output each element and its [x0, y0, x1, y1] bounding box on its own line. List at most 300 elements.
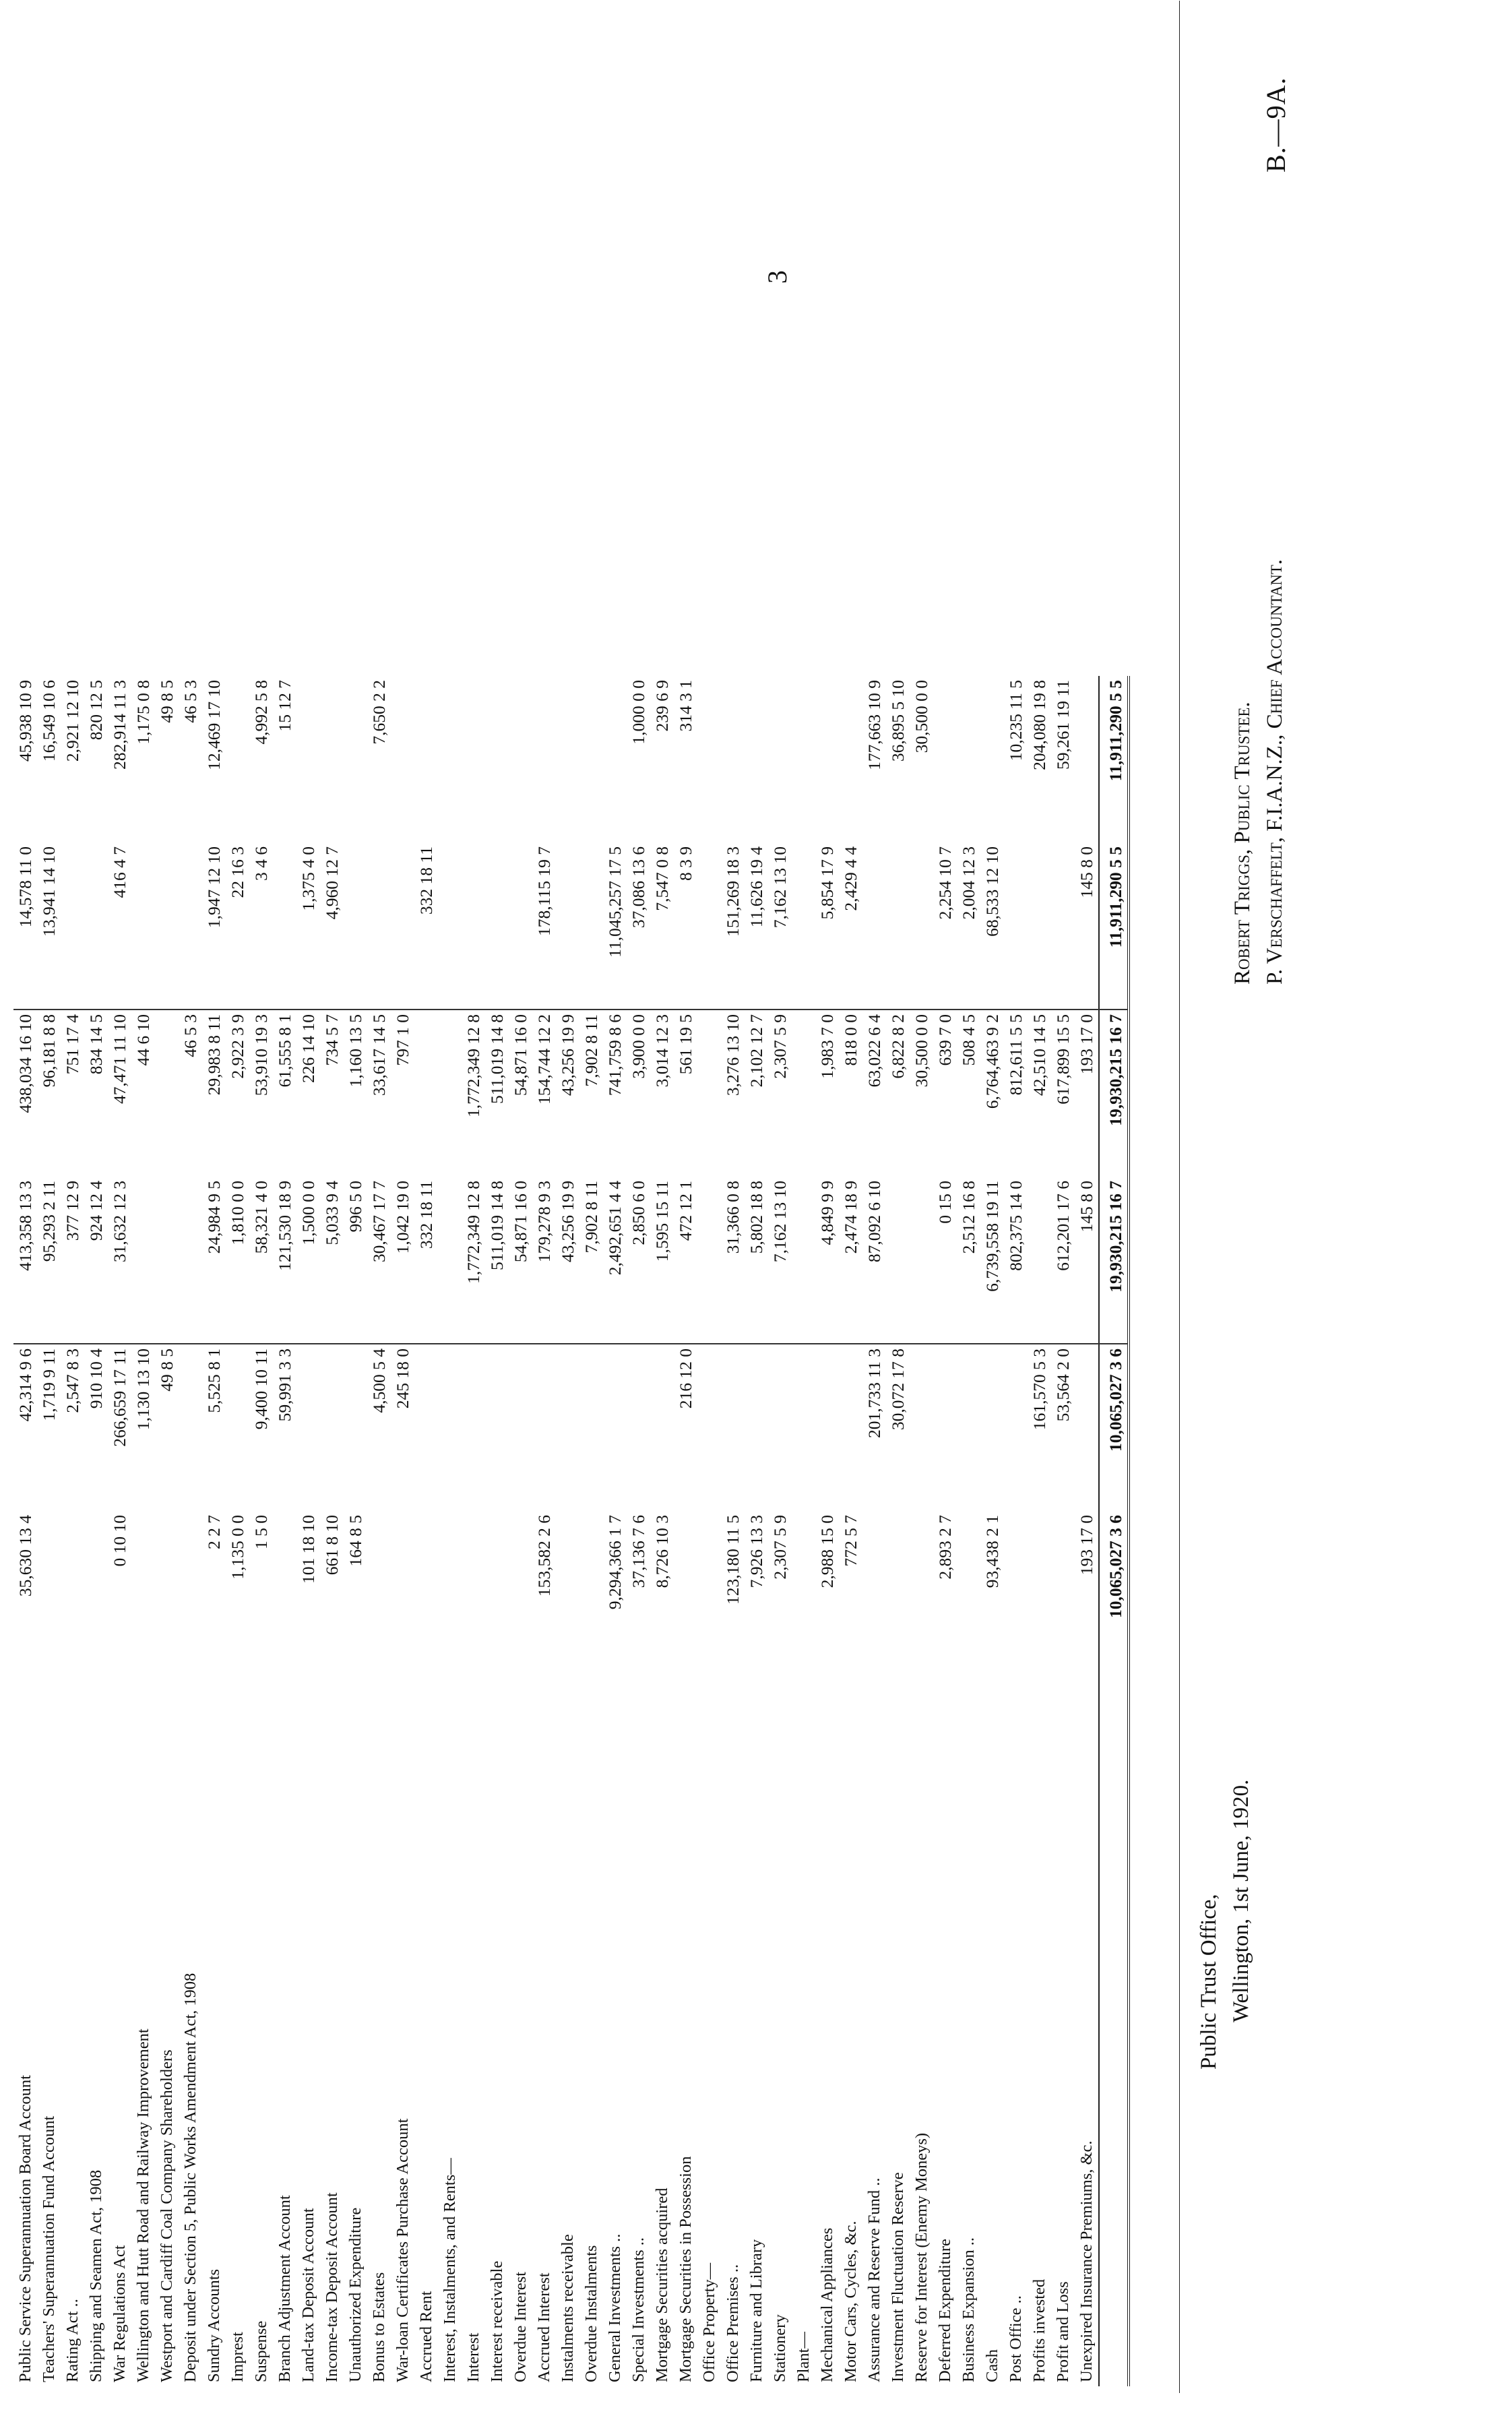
- amount-c2: [697, 1344, 721, 1511]
- amount-c5: [862, 842, 886, 1010]
- amount-c2: 53,564 2 0: [1053, 1348, 1073, 1422]
- ledger-row: [179, 676, 202, 2386]
- amount-c5: [886, 842, 910, 1010]
- amount-c5: [1051, 842, 1075, 1010]
- amount-c3: 54,871 16 0: [509, 1177, 532, 1344]
- amount-c5: [273, 842, 296, 1010]
- amount-c1: 93,438 2 1: [982, 1515, 1002, 1588]
- amount-c3: 30,467 17 7: [367, 1177, 391, 1344]
- amount-c6: 820 12 5: [86, 680, 106, 741]
- amount-c4: 47,471 11 10: [110, 1014, 129, 1104]
- amount-c5: 1,947 12 10: [202, 842, 226, 1010]
- amount-c1: [61, 1511, 84, 1677]
- amount-c1: 7,926 13 3: [747, 1515, 766, 1588]
- ledger-row: [202, 676, 226, 2386]
- ledger-row: [1004, 676, 1028, 2386]
- amount-c1: [509, 1511, 532, 1677]
- amount-c3: 43,256 19 9: [556, 1177, 579, 1344]
- amount-c6: [1075, 676, 1099, 842]
- amount-c4: 834 14 5: [86, 1014, 106, 1075]
- amount-c4: 1,772,349 12 8: [464, 1014, 483, 1117]
- amount-c1: [438, 1511, 462, 1677]
- amount-c3: 472 12 1: [674, 1177, 697, 1344]
- amount-c6: 36,895 5 10: [888, 680, 908, 762]
- amount-c4: 61,555 8 1: [275, 1014, 294, 1088]
- amount-c5: 178,115 19 7: [532, 842, 556, 1010]
- amount-c4: 751 17 4: [63, 1014, 82, 1075]
- ledger-row: [438, 676, 462, 2386]
- amount-c6: 45,938 10 9: [15, 680, 35, 762]
- amount-c6: [414, 676, 438, 842]
- amount-c3: 0 15 0: [933, 1177, 957, 1344]
- ledger-row: [815, 676, 839, 2386]
- amount-c4: 812,611 5 5: [1006, 1014, 1026, 1096]
- amount-c6: 12,469 17 10: [204, 680, 224, 770]
- ledger-row: [273, 676, 296, 2386]
- amount-c3: 1,810 0 0: [226, 1177, 249, 1344]
- amount-c3: [697, 1177, 721, 1344]
- amount-c5: [792, 842, 815, 1010]
- amount-c6: 1,000 0 0: [629, 680, 648, 745]
- amount-c6: [462, 676, 485, 842]
- amount-c4: 561 19 5: [676, 1014, 695, 1075]
- amount-c2: 1,130 13 10: [133, 1348, 153, 1431]
- amount-c5: [344, 842, 367, 1010]
- divider-line: [1179, 1, 1180, 2393]
- account-label: Overdue Instalments: [582, 2245, 600, 2382]
- amount-c4: 3,900 0 0: [629, 1014, 648, 1079]
- account-label: Cash: [983, 2349, 1001, 2382]
- amount-c3: 1,500 0 0: [296, 1177, 320, 1344]
- ledger-row: [226, 676, 249, 2386]
- amount-c2: 216 12 0: [676, 1348, 695, 1409]
- ledger-row: [768, 676, 792, 2386]
- amount-c2: [532, 1344, 556, 1511]
- amount-c6: [792, 676, 815, 842]
- totals-label: [1099, 1677, 1129, 2386]
- ledger-row: [933, 676, 957, 2386]
- office-line-1: Public Trust Office,: [1197, 1894, 1221, 2070]
- totals-row: [1099, 676, 1129, 2386]
- amount-c2: [933, 1344, 957, 1511]
- amount-c6: 1,175 0 8: [133, 680, 153, 745]
- amount-c4: 44 6 10: [133, 1014, 153, 1066]
- document-reference: B.—9A.: [1261, 77, 1291, 173]
- ledger-row: [155, 676, 179, 2386]
- amount-c5: 7,547 0 8: [650, 842, 674, 1010]
- amount-c4: 818 0 0: [841, 1014, 860, 1066]
- amount-c6: [745, 676, 768, 842]
- amount-c2: [721, 1344, 745, 1511]
- amount-c4: 2,922 3 9: [228, 1014, 247, 1079]
- ledger-row: [556, 676, 579, 2386]
- account-label: Profits invested: [1030, 2278, 1048, 2382]
- amount-c4: 46 5 3: [181, 1014, 200, 1057]
- amount-c6: 4,992 5 8: [251, 680, 271, 745]
- account-label: General Investments ..: [606, 2233, 624, 2382]
- ledger-row: [367, 676, 391, 2386]
- account-label: Westport and Cardiff Coal Company Shareholders: [158, 2049, 176, 2382]
- account-label: War-loan Certificates Purchase Account: [393, 2118, 412, 2382]
- amount-c2: 910 10 4: [86, 1348, 106, 1409]
- amount-c5: [697, 842, 721, 1010]
- amount-c5: 11,626 19 4: [745, 842, 768, 1010]
- amount-c2: [226, 1344, 249, 1511]
- amount-c6: [320, 676, 344, 842]
- amount-c6: [344, 676, 367, 842]
- amount-c3: 4,849 9 9: [815, 1177, 839, 1344]
- amount-c5: 22 16 3: [226, 842, 249, 1010]
- total-c4: 19,930,215 16 7: [1099, 1010, 1129, 1177]
- ledger-row: [745, 676, 768, 2386]
- office-address: [1193, 1780, 1257, 2070]
- amount-c6: 7,650 2 2: [369, 680, 389, 745]
- amount-c4: [792, 1010, 815, 1177]
- ledger-table: [13, 676, 1130, 2386]
- amount-c3: 31,632 12 3: [108, 1177, 131, 1344]
- account-label: Reserve for Interest (Enemy Moneys): [912, 2132, 931, 2382]
- amount-c1: [886, 1511, 910, 1677]
- amount-c3: 924 12 4: [84, 1177, 108, 1344]
- amount-c2: [650, 1344, 674, 1511]
- amount-c4: 2,307 5 9: [770, 1014, 790, 1079]
- amount-c1: 164 8 5: [346, 1515, 365, 1567]
- amount-c2: [957, 1344, 980, 1511]
- amount-c3: 31,366 0 8: [721, 1177, 745, 1344]
- amount-c2: 245 18 0: [393, 1348, 412, 1409]
- ledger-row: [131, 676, 155, 2386]
- amount-c1: [556, 1511, 579, 1677]
- account-label: Special Investments ..: [629, 2237, 648, 2382]
- amount-c5: 4,960 12 7: [320, 842, 344, 1010]
- amount-c3: 996 5 0: [344, 1177, 367, 1344]
- amount-c6: [438, 676, 462, 842]
- amount-c5: [1028, 842, 1051, 1010]
- amount-c4: 42,510 14 5: [1030, 1014, 1049, 1096]
- amount-c1: [155, 1511, 179, 1677]
- account-label: Deferred Expenditure: [936, 2239, 954, 2382]
- ledger-row: [320, 676, 344, 2386]
- amount-c1: 0 10 10: [110, 1515, 129, 1567]
- amount-c1: [1028, 1511, 1051, 1677]
- amount-c3: 5,802 18 8: [745, 1177, 768, 1344]
- amount-c4: 63,022 6 4: [864, 1014, 884, 1088]
- amount-c4: 1,983 7 0: [817, 1014, 837, 1079]
- amount-c3: 2,474 18 9: [839, 1177, 862, 1344]
- amount-c6: [721, 676, 745, 842]
- amount-c2: [1004, 1344, 1028, 1511]
- amount-c2: 49 8 5: [157, 1348, 177, 1392]
- amount-c3: 7,162 13 10: [768, 1177, 792, 1344]
- amount-c6: [603, 676, 627, 842]
- amount-c1: 772 5 7: [841, 1515, 860, 1567]
- amount-c6: [815, 676, 839, 842]
- signatory-public-trustee: Robert Triggs, Public Trustee.: [1230, 702, 1255, 985]
- ledger-body: [13, 676, 1129, 2386]
- amount-c1: [1004, 1511, 1028, 1677]
- ledger-row: [721, 676, 745, 2386]
- amount-c6: [532, 676, 556, 842]
- amount-c4: 508 4 5: [959, 1014, 978, 1066]
- amount-c3: 802,375 14 0: [1004, 1177, 1028, 1344]
- account-label: Unexpired Insurance Premiums, &c.: [1077, 2140, 1096, 2382]
- ledger-row: [674, 676, 697, 2386]
- amount-c5: [462, 842, 485, 1010]
- amount-c6: 204,080 19 8: [1030, 680, 1049, 770]
- account-label: Sundry Accounts: [205, 2268, 223, 2382]
- account-label: Interest receivable: [488, 2260, 506, 2382]
- amount-c3: 7,902 8 11: [579, 1177, 603, 1344]
- amount-c3: [179, 1177, 202, 1344]
- amount-c5: [367, 842, 391, 1010]
- amount-c3: [1028, 1177, 1051, 1344]
- amount-c3: 179,278 9 3: [532, 1177, 556, 1344]
- account-label: Mortgage Securities acquired: [653, 2188, 671, 2382]
- ledger-row: [414, 676, 438, 2386]
- amount-c2: [320, 1344, 344, 1511]
- account-label: Rating Act ..: [63, 2299, 82, 2382]
- amount-c1: 35,630 13 4: [15, 1515, 35, 1597]
- amount-c5: 2,004 12 3: [957, 842, 980, 1010]
- account-label: Mortgage Securities in Possession: [676, 2156, 695, 2382]
- ledger-row: [391, 676, 414, 2386]
- amount-c3: 1,595 15 11: [650, 1177, 674, 1344]
- total-c1: 10,065,027 3 6: [1099, 1511, 1129, 1677]
- amount-c2: 4,500 5 4: [369, 1348, 389, 1413]
- amount-c1: 1 5 0: [251, 1515, 271, 1549]
- amount-c4: 797 1 0: [393, 1014, 412, 1066]
- ledger-row: [886, 676, 910, 2386]
- amount-c5: [509, 842, 532, 1010]
- amount-c3: 511,019 14 8: [485, 1177, 509, 1344]
- amount-c4: 1,160 13 5: [346, 1014, 365, 1088]
- amount-c5: [579, 842, 603, 1010]
- amount-c6: [296, 676, 320, 842]
- amount-c1: [131, 1511, 155, 1677]
- amount-c1: [579, 1511, 603, 1677]
- amount-c4: 53,910 19 3: [251, 1014, 271, 1096]
- amount-c5: [61, 842, 84, 1010]
- amount-c2: [768, 1344, 792, 1511]
- account-label: Motor Cars, Cycles, &c.: [842, 2221, 860, 2382]
- amount-c5: 151,269 18 3: [721, 842, 745, 1010]
- amount-c1: 123,180 11 5: [723, 1515, 743, 1605]
- amount-c1: 661 8 10: [322, 1515, 342, 1576]
- ledger-row: [980, 676, 1004, 2386]
- amount-c3: 145 8 0: [1075, 1177, 1099, 1344]
- amount-c5: [556, 842, 579, 1010]
- amount-c1: [414, 1511, 438, 1677]
- account-label: Stationery: [771, 2314, 789, 2382]
- amount-c5: 11,045,257 17 5: [603, 842, 627, 1010]
- amount-c4: 30,500 0 0: [912, 1014, 931, 1088]
- amount-c6: [509, 676, 532, 842]
- account-label: War Regulations Act: [111, 2245, 129, 2382]
- amount-c6: [391, 676, 414, 842]
- ledger-row: [344, 676, 367, 2386]
- amount-c2: 59,991 3 3: [275, 1348, 294, 1422]
- account-label: Unauthorized Expenditure: [346, 2207, 365, 2382]
- ledger-row: [61, 676, 84, 2386]
- amount-c6: 16,549 10 6: [39, 680, 59, 762]
- amount-c2: [485, 1344, 509, 1511]
- amount-c6: [485, 676, 509, 842]
- amount-c1: 9,294,366 1 7: [605, 1515, 625, 1610]
- amount-c2: [509, 1344, 532, 1511]
- amount-c4: 193 17 0: [1077, 1014, 1096, 1075]
- amount-c4: 511,019 14 8: [487, 1014, 507, 1104]
- amount-c4: 154,744 12 2: [534, 1014, 554, 1105]
- account-label: Accrued Interest: [535, 2272, 553, 2382]
- account-label: Wellington and Hutt Road and Railway Improvement: [134, 2028, 152, 2382]
- amount-c3: 377 12 9: [61, 1177, 84, 1344]
- amount-c5: [155, 842, 179, 1010]
- amount-c6: [933, 676, 957, 842]
- amount-c2: [579, 1344, 603, 1511]
- amount-c1: [674, 1511, 697, 1677]
- amount-c2: [839, 1344, 862, 1511]
- ledger-row: [462, 676, 485, 2386]
- account-label: Land-tax Deposit Account: [299, 2208, 317, 2382]
- account-label: Teachers' Superannuation Fund Account: [40, 2115, 58, 2382]
- amount-c5: 13,941 14 10: [37, 842, 61, 1010]
- amount-c3: [886, 1177, 910, 1344]
- amount-c5: [485, 842, 509, 1010]
- amount-c5: [131, 842, 155, 1010]
- ledger-row: [579, 676, 603, 2386]
- amount-c1: [485, 1511, 509, 1677]
- ledger-row: [862, 676, 886, 2386]
- amount-c2: 42,314 9 6: [15, 1348, 35, 1422]
- amount-c6: 49 8 5: [157, 680, 177, 723]
- amount-c2: 266,659 17 11: [110, 1348, 129, 1447]
- amount-c1: [273, 1511, 296, 1677]
- office-line-2: Wellington, 1st June, 1920.: [1229, 1779, 1253, 2022]
- amount-c5: 14,578 11 0: [13, 842, 37, 1010]
- amount-c3: [155, 1177, 179, 1344]
- amount-c3: 6,739,558 19 11: [980, 1177, 1004, 1344]
- account-label: Interest: [464, 2332, 482, 2382]
- account-label: Branch Adjustment Account: [276, 2195, 294, 2382]
- amount-c6: [839, 676, 862, 842]
- amount-c4: 33,617 14 5: [369, 1014, 389, 1096]
- amount-c5: 7,162 13 10: [768, 842, 792, 1010]
- amount-c4: 3,276 13 10: [723, 1014, 743, 1096]
- amount-c3: 612,201 17 6: [1051, 1177, 1075, 1344]
- amount-c5: 8 3 9: [674, 842, 697, 1010]
- amount-c5: [910, 842, 933, 1010]
- amount-c3: 121,530 18 9: [273, 1177, 296, 1344]
- amount-c6: 59,261 19 11: [1053, 680, 1073, 770]
- amount-c1: [1051, 1511, 1075, 1677]
- amount-c1: [391, 1511, 414, 1677]
- amount-c1: [84, 1511, 108, 1677]
- amount-c4: 639 7 0: [935, 1014, 955, 1066]
- total-c5: 11,911,290 5 5: [1099, 842, 1129, 1010]
- amount-c6: [957, 676, 980, 842]
- amount-c1: 2 2 7: [204, 1515, 224, 1549]
- amount-c6: [579, 676, 603, 842]
- account-label: Furniture and Library: [747, 2239, 765, 2382]
- amount-c1: [179, 1511, 202, 1677]
- amount-c1: [957, 1511, 980, 1677]
- amount-c2: [980, 1344, 1004, 1511]
- amount-c6: [768, 676, 792, 842]
- amount-c4: 741,759 8 6: [605, 1014, 625, 1096]
- amount-c1: 2,307 5 9: [770, 1515, 790, 1580]
- amount-c6: 15 12 7: [275, 680, 294, 732]
- ledger-row: [1051, 676, 1075, 2386]
- account-label: Deposit under Section 5, Public Works Amendment Act, 1908: [181, 1973, 199, 2382]
- amount-c4: 96,181 8 8: [39, 1014, 59, 1088]
- amount-c2: [438, 1344, 462, 1511]
- amount-c3: 58,321 4 0: [249, 1177, 273, 1344]
- page-number: 3: [762, 270, 792, 284]
- amount-c6: 2,921 12 10: [63, 680, 82, 762]
- amount-c2: [296, 1344, 320, 1511]
- amount-c4: 6,822 8 2: [888, 1014, 908, 1079]
- amount-c4: 617,899 15 5: [1053, 1014, 1073, 1105]
- ledger-row: [603, 676, 627, 2386]
- amount-c1: 2,893 2 7: [935, 1515, 955, 1580]
- account-label: Mechanical Appliances: [818, 2227, 836, 2382]
- ledger-row: [839, 676, 862, 2386]
- ledger-row: [249, 676, 273, 2386]
- amount-c5: [391, 842, 414, 1010]
- amount-c2: 5,525 8 1: [204, 1348, 224, 1413]
- amount-c3: [910, 1177, 933, 1344]
- amount-c4: [155, 1010, 179, 1177]
- amount-c4: 7,902 8 11: [581, 1014, 601, 1087]
- amount-c3: 2,492,651 4 4: [603, 1177, 627, 1344]
- amount-c5: 3 4 6: [249, 842, 273, 1010]
- amount-c6: [697, 676, 721, 842]
- amount-c5: [438, 842, 462, 1010]
- account-label: Business Expansion ..: [959, 2237, 978, 2382]
- amount-c2: [179, 1344, 202, 1511]
- account-label: Public Service Superannuation Board Account: [16, 2075, 34, 2382]
- amount-c6: 177,663 10 9: [864, 680, 884, 770]
- amount-c4: 54,871 16 0: [511, 1014, 530, 1096]
- amount-c3: 332 18 11: [414, 1177, 438, 1344]
- ledger-row: [1028, 676, 1051, 2386]
- total-c2: 10,065,027 3 6: [1099, 1344, 1129, 1511]
- signatures: [1226, 559, 1291, 985]
- amount-c1: [37, 1511, 61, 1677]
- amount-c5: 1,375 4 0: [296, 842, 320, 1010]
- amount-c4: 43,256 19 9: [558, 1014, 577, 1096]
- account-label: Bonus to Estates: [370, 2272, 388, 2382]
- amount-c2: [462, 1344, 485, 1511]
- amount-c3: [438, 1177, 462, 1344]
- amount-c3: 2,850 6 0: [627, 1177, 650, 1344]
- amount-c2: [627, 1344, 650, 1511]
- amount-c2: 201,733 11 3: [864, 1348, 884, 1438]
- amount-c5: 5,854 17 9: [815, 842, 839, 1010]
- amount-c1: [462, 1511, 485, 1677]
- amount-c5: 68,533 12 10: [980, 842, 1004, 1010]
- amount-c1: 153,582 2 6: [534, 1515, 554, 1597]
- ledger-row: [485, 676, 509, 2386]
- amount-c6: [226, 676, 249, 842]
- ledger-row: [108, 676, 131, 2386]
- account-label: Plant—: [794, 2332, 813, 2382]
- ledger-row: [532, 676, 556, 2386]
- ledger-row: [13, 676, 37, 2386]
- amount-c1: 193 17 0: [1077, 1515, 1096, 1576]
- amount-c1: 8,726 10 3: [652, 1515, 672, 1588]
- account-label: Suspense: [252, 2320, 270, 2382]
